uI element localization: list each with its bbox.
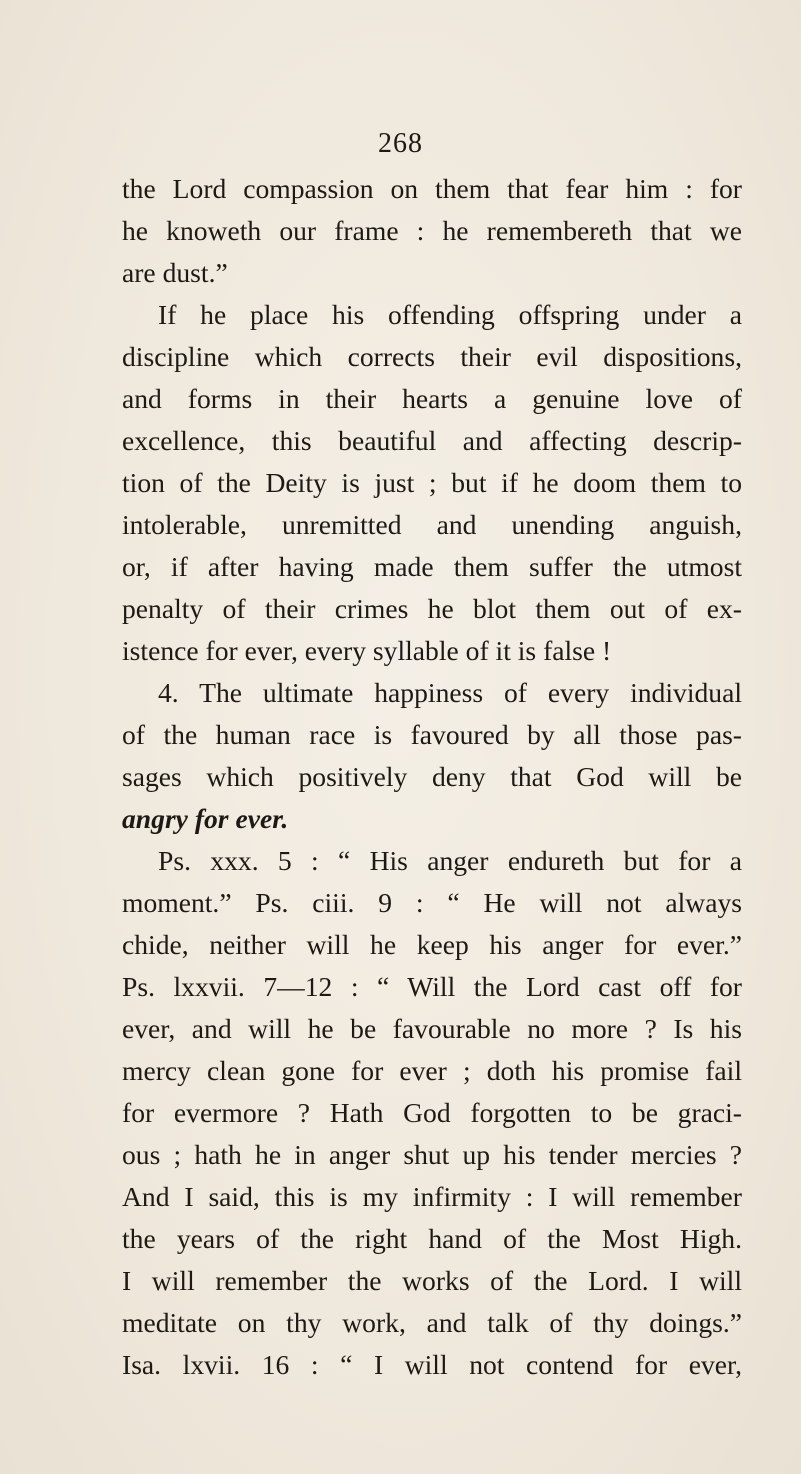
text-line: And I said, this is my infirmity : I will remember [122,1181,742,1212]
text-line: tion of the Deity is just ; but if he doom them to [122,467,742,498]
text-line: of the human race is favoured by all those pas- [122,719,742,750]
text-line: ever, and will he be favourable no more ? Is his [122,1013,742,1044]
scripture-citation-line: Ps. xxx. 5 : “ His anger endureth but for a [158,845,742,876]
text-line: the years of the right hand of the Most High. [122,1223,742,1254]
text-line: excellence, this beautiful and affecting descrip- [122,425,742,456]
body-text [122,168,742,1386]
text-line: istence for ever, every syllable of it is false ! [122,635,612,666]
scripture-citation-line: Ps. lxxvii. 7—12 : “ Will the Lord cast off for [122,971,742,1002]
text-line: he knoweth our frame : he remembereth that we [122,215,742,246]
text-line: and forms in their hearts a genuine love of [122,383,742,414]
text-line: for evermore ? Hath God forgotten to be graci- [122,1097,742,1128]
text-line: penalty of their crimes he blot them out of ex- [122,593,742,624]
section-heading-line: 4. The ultimate happiness of every individual [158,677,742,708]
text-line: sages which positively deny that God will be [122,761,742,792]
text-line: are dust.” [122,257,228,288]
text-line: chide, neither will he keep his anger for ever.” [122,929,742,960]
italic-emphasis-line: angry for ever. [122,803,289,834]
text-line: mercy clean gone for ever ; doth his promise fail [122,1055,742,1086]
scripture-citation-line: Isa. lxvii. 16 : “ I will not contend for ever, [122,1349,742,1380]
text-line: moment.” Ps. ciii. 9 : “ He will not always [122,887,742,918]
text-line: ous ; hath he in anger shut up his tender mercies ? [122,1139,742,1170]
page-number: 268 [378,128,423,159]
text-line: the Lord compassion on them that fear him : for [122,173,742,204]
text-line: discipline which corrects their evil dispositions, [122,341,742,372]
paragraph-start-line: If he place his offending offspring under a [158,299,742,330]
text-line: intolerable, unremitted and unending anguish, [122,509,742,540]
text-line: or, if after having made them suffer the utmost [122,551,742,582]
text-line: meditate on thy work, and talk of thy doings.” [122,1307,742,1338]
text-line: I will remember the works of the Lord. I will [122,1265,742,1296]
